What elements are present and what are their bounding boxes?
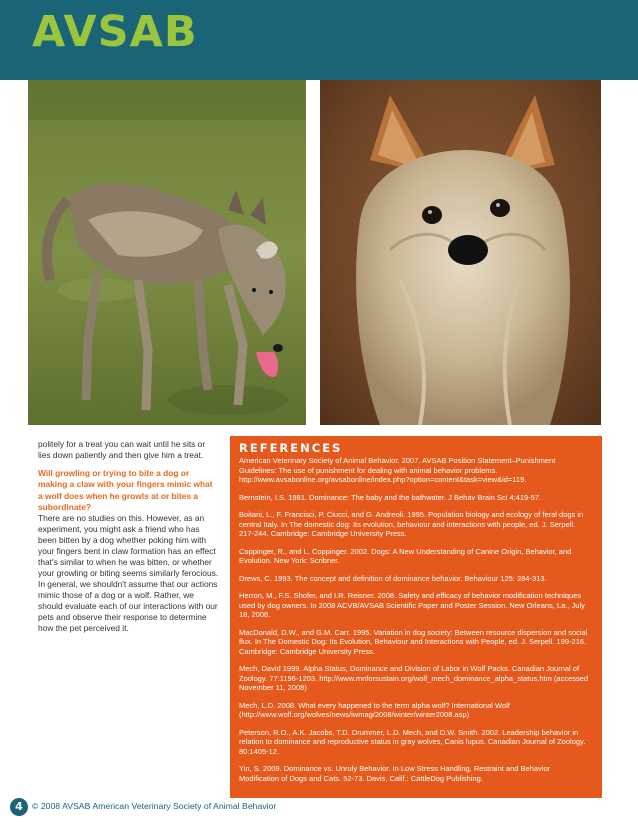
reference-item: Boitani, L., F. Francisci, P. Ciucci, and G. Andreoli. 1995. Population biology and ecology of feral dogs in central Italy. In The domestic dog: Its evolution, behaviour and interactions with people, ed. J. Serpell. 217-244. Cambridge: Cambridge University Press. [239,510,584,538]
reference-item: Drews, C. 1993. The concept and definition of dominance behavior. Behaviour 125: 284-313. [239,573,547,583]
reference-item: Mech, David 1999. Alpha Status, Dominance and Division of Labor in Wolf Packs. Canadian Journal of Zoology. 77:1196-1203. http://www.mnforsustain.org/wolf_mech_dominance_alpha_status.htm (accessed November 11, 2008) [239,664,589,692]
logo: AVSAB [32,7,198,57]
footer [10,798,310,816]
reference-item: Yin, S. 2009. Dominance vs. Unruly Behavior. In Low Stress Handling, Restraint and Behavior Modification of Dogs and Cats. 52-73. Davis, Calif.: CattleDog Publishing. [239,764,551,783]
yorkie-image [320,80,601,425]
header-bar [0,0,638,80]
reference-item: Mech, L.D. 2008. What every happened to the term alpha wolf? International Wolf (http://www.wolf.org/wolves/news/iwmag/2008/winter/winter2008.asp) [239,700,510,719]
wolf-image [28,80,306,425]
copyright-text: © 2008 AVSAB American Veterinary Society of Animal Behavior [32,801,277,811]
reference-item: Herron, M., F.S. Shofer, and I.R. Reisner. 2008. Safety and efficacy of behavior modification techniques used by dog owners. In 2008 ACVB/AVSAB Scientific Paper and Poster Session. New Orleans, La., July 18, 2008. [239,591,585,619]
page-number: 4 [10,798,28,816]
reference-item: Bernstein, I.S. 1981. Dominance: The baby and the bathwater. J Behav Brain Sci 4:419-57. [239,492,542,502]
reference-item: Coppinger, R., and L. Coppinger. 2002. Dogs: A New Understanding of Canine Origin, Behavior, and Evolution. New York: Scribner. [239,546,572,565]
intro-paragraph: politely for a treat you can wait until he sits or lies down patiently and then give him a treat. [38,439,206,460]
reference-item: Peterson, R.O., A.K. Jacobs, T.D. Drummer, L.D. Mech, and D.W. Smith. 2002. Leadership behavior in relation to dominance and reproductive status in gray wolves, Canis lupus. Canadian Journal of Zoology. 80:1405-12. [239,727,586,756]
reference-item: MacDonald, D.W., and G.M. Carr. 1995. Variation in dog society: Between resource dispersion and social flux. In The Domestic Dog: Its Evolution, Behaviour and Interactions with People, ed. J. Serpell. 199-216. Cambridge: Cambridge University Press. [239,627,588,656]
wolf-photo [28,80,306,425]
left-column [38,439,219,641]
references-heading: REFERENCES [239,441,343,455]
question-heading: Will growling or trying to bite a dog or making a claw with your fingers mimic what a wolf does when he growls at or bites a subordinate? [38,468,213,512]
reference-item: American Veterinary Society of Animal Behavior. 2007. AVSAB Position Statement–Punishment Guidelines: The use of punishment for dealing with animal behavior problems. http://www.avsabonline.org/avsabonline/index.php?option=content&task=view&id=119. [239,456,556,484]
yorkie-photo [320,80,601,425]
answer-paragraph: There are no studies on this. However, as an experiment, you might ask a friend who has been bitten by a dog whether poking him with your fingers bent in claw formation has an effect that's similar to when he was bitten, or whether your growling or biting seems similarly ferocious. In general, we shouldn't assume that our actions mimic those of a dog or a wolf. Rather, we should evaluate each of our interactions with our pets and observe their response to determine how the pet perceived it. [38,513,219,634]
references-box [230,436,602,798]
